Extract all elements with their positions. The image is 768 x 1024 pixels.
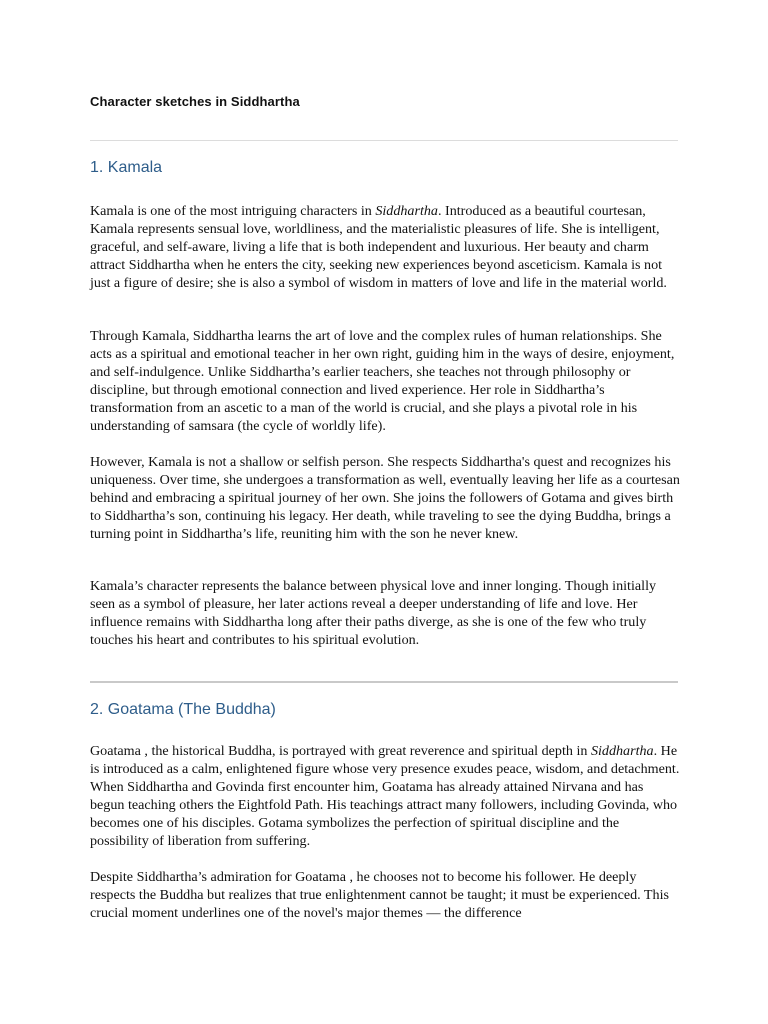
paragraph: Kamala’s character represents the balance between physical love and inner longing. Though initially seen as a symbol of pleasure, her later actions reveal a deeper understanding of life and love. Her influence remains with Siddhartha long after their paths diverge, as she is one of the few who truly touches his heart and contributes to his spiritual evolution. (90, 578, 657, 648)
paragraph: Goatama , the historical Buddha, is portrayed with great reverence and spiritual depth in Siddhartha. He is introduced as a calm, enlightened figure whose very presence exudes peace, wisdom, and detachment. When Siddhartha and Govinda first encounter him, Goatama has already attained Nirvana and has begun teaching others the Eightfold Path. His teachings attract many followers, including Govinda, who becomes one of his disciples. Gotama symbolizes the perfection of spiritual discipline and the possibility of liberation from suffering. (90, 743, 680, 849)
document-title: Character sketches in Siddhartha (90, 94, 300, 109)
paragraph: However, Kamala is not a shallow or selfish person. She respects Siddhartha's quest and recognizes his uniqueness. Over time, she undergoes a transformation as well, eventually leaving her life as a courtesan behind and embracing a spiritual journey of her own. She joins the followers of Gotama and gives birth to Siddhartha’s son, continuing his legacy. Her death, while traveling to see the dying Buddha, brings a turning point in Siddhartha’s life, reuniting him with the son he never knew. (90, 454, 680, 542)
section-heading-goatama: 2. Goatama (The Buddha) (90, 701, 276, 718)
paragraph: Through Kamala, Siddhartha learns the art of love and the complex rules of human relationships. She acts as a spiritual and emotional teacher in her own right, guiding him in the ways of desire, enjoyment, and self-indulgence. Unlike Siddhartha’s earlier teachers, she teaches not through philosophy or discipline, but through emotional connection and lived experience. Her role in Siddhartha’s transformation from an ascetic to a man of the world is crucial, and she plays a pivotal role in his understanding of samsara (the cycle of worldly life). (90, 328, 675, 434)
section-heading-kamala: 1. Kamala (90, 159, 163, 176)
paragraph: Despite Siddhartha’s admiration for Goatama , he chooses not to become his follower. He deeply respects the Buddha but realizes that true enlightenment cannot be taught; it must be experienced. This crucial moment underlines one of the novel's major themes — the difference (90, 869, 669, 921)
paragraph: Kamala is one of the most intriguing characters in Siddhartha. Introduced as a beautiful courtesan, Kamala represents sensual love, worldliness, and the materialistic pleasures of life. She is intelligent, graceful, and self-aware, living a life that is both independent and luxurious. Her beauty and charm attract Siddhartha when he enters the city, seeking new experiences beyond asceticism. Kamala is not just a figure of desire; she is also a symbol of wisdom in matters of love and life in the material world. (90, 203, 667, 291)
divider (90, 140, 678, 141)
divider (90, 681, 678, 683)
